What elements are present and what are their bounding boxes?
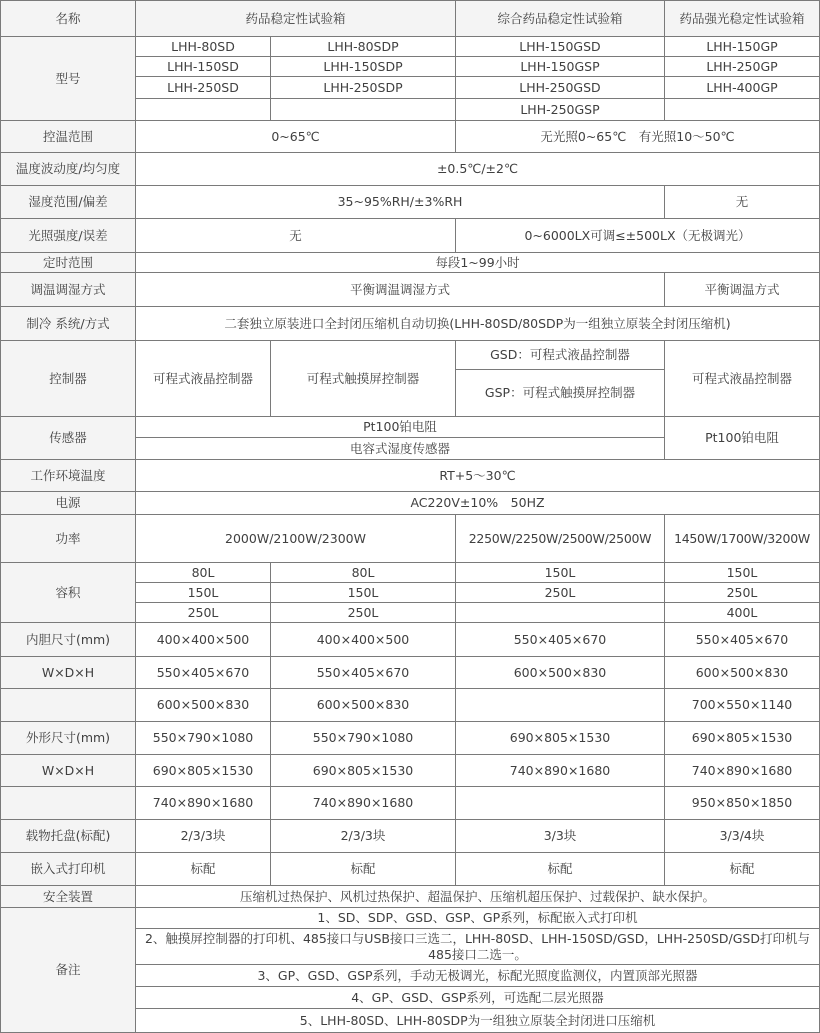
light-label: 光照强度/误差 (0, 218, 136, 253)
power-supply-label: 电源 (0, 491, 136, 515)
tray-value: 3/3/4块 (664, 819, 820, 853)
volume-cell: 250L (270, 602, 456, 623)
note-item: 3、GP、GSD、GSP系列，手动无极调光，标配光照度监测仪，内置顶部光照器 (135, 964, 820, 987)
inner-size-cell: 600×500×830 (664, 656, 820, 689)
header-col2: 综合药品稳定性试验箱 (455, 0, 665, 37)
volume-cell: 150L (664, 562, 820, 583)
printer-label: 嵌入式打印机 (0, 852, 136, 886)
controller-value: 可程式触摸屏控制器 (270, 340, 456, 417)
outer-size-cell: 690×805×1530 (270, 754, 456, 787)
volume-cell: 80L (270, 562, 456, 583)
note-item: 5、LHH-80SD、LHH-80SDP为一组独立原装全封闭进口压缩机 (135, 1008, 820, 1033)
model-cell (135, 98, 271, 121)
note-item: 1、SD、SDP、GSD、GSP、GP系列，标配嵌入式打印机 (135, 907, 820, 929)
controller-value: 可程式液晶控制器 (135, 340, 271, 417)
sensor-value: 电容式湿度传感器 (135, 437, 665, 460)
inner-size-cell: 700×550×1140 (664, 688, 820, 722)
volume-cell: 250L (455, 582, 665, 603)
outer-size-label: 外形尺寸(mm) (0, 721, 136, 755)
outer-size-cell: 690×805×1530 (135, 754, 271, 787)
control-mode-label: 调温调湿方式 (0, 272, 136, 307)
power-value: 1450W/1700W/3200W (664, 514, 820, 563)
controller-value: GSD：可程式液晶控制器 (455, 340, 665, 370)
volume-cell (455, 602, 665, 623)
inner-size-cell: 600×500×830 (270, 688, 456, 722)
humidity-value: 35~95%RH/±3%RH (135, 185, 665, 219)
model-label: 型号 (0, 36, 136, 121)
power-label: 功率 (0, 514, 136, 563)
volume-cell: 400L (664, 602, 820, 623)
inner-size-label: W×D×H (0, 656, 136, 689)
sensor-value: Pt100铂电阻 (664, 416, 820, 460)
cooling-label: 制冷 系统/方式 (0, 306, 136, 341)
header-col3: 药品强光稳定性试验箱 (664, 0, 820, 37)
volume-cell: 150L (270, 582, 456, 603)
outer-size-cell: 950×850×1850 (664, 786, 820, 820)
power-value: 2000W/2100W/2300W (135, 514, 456, 563)
temp-range-label: 控温范围 (0, 120, 136, 153)
model-cell: LHH-250GSD (455, 76, 665, 99)
volume-cell: 250L (664, 582, 820, 603)
outer-size-cell (455, 786, 665, 820)
tray-value: 3/3块 (455, 819, 665, 853)
model-cell: LHH-150SDP (270, 56, 456, 77)
model-cell: LHH-150SD (135, 56, 271, 77)
printer-value: 标配 (135, 852, 271, 886)
safety-value: 压缩机过热保护、风机过热保护、超温保护、压缩机超压保护、过载保护、缺水保护。 (135, 885, 820, 908)
temp-range-value: 0~65℃ (135, 120, 456, 153)
outer-size-cell: 740×890×1680 (664, 754, 820, 787)
tray-value: 2/3/3块 (270, 819, 456, 853)
temp-fluct-value: ±0.5℃/±2℃ (135, 152, 820, 186)
model-cell: LHH-150GSD (455, 36, 665, 57)
header-name: 名称 (0, 0, 136, 37)
cooling-value: 二套独立原装进口全封闭压缩机自动切换(LHH-80SD/80SDP为一组独立原装全封闭压缩机) (135, 306, 820, 341)
outer-size-cell: 740×890×1680 (135, 786, 271, 820)
model-cell (664, 98, 820, 121)
inner-size-cell: 550×405×670 (455, 622, 665, 657)
power-supply-value: AC220V±10% 50HZ (135, 491, 820, 515)
temp-range-value: 无光照0~65℃ 有光照10～50℃ (455, 120, 820, 153)
humidity-label: 湿度范围/偏差 (0, 185, 136, 219)
note-item: 4、GP、GSD、GSP系列，可选配二层光照器 (135, 986, 820, 1009)
control-mode-value: 平衡调温方式 (664, 272, 820, 307)
inner-size-cell: 550×405×670 (135, 656, 271, 689)
volume-label: 容积 (0, 562, 136, 623)
model-cell: LHH-250SD (135, 76, 271, 99)
inner-size-cell: 550×405×670 (664, 622, 820, 657)
notes-label: 备注 (0, 907, 136, 1033)
inner-size-cell: 400×400×500 (135, 622, 271, 657)
printer-value: 标配 (270, 852, 456, 886)
sensor-label: 传感器 (0, 416, 136, 460)
outer-size-label: W×D×H (0, 754, 136, 787)
printer-value: 标配 (455, 852, 665, 886)
controller-value: 可程式液晶控制器 (664, 340, 820, 417)
model-cell: LHH-250GP (664, 56, 820, 77)
printer-value: 标配 (664, 852, 820, 886)
timer-label: 定时范围 (0, 252, 136, 273)
volume-cell: 80L (135, 562, 271, 583)
model-cell: LHH-150GP (664, 36, 820, 57)
env-temp-value: RT+5～30℃ (135, 459, 820, 492)
controller-label: 控制器 (0, 340, 136, 417)
temp-fluct-label: 温度波动度/均匀度 (0, 152, 136, 186)
inner-size-cell: 600×500×830 (455, 656, 665, 689)
volume-cell: 150L (455, 562, 665, 583)
power-value: 2250W/2250W/2500W/2500W (455, 514, 665, 563)
model-cell: LHH-80SDP (270, 36, 456, 57)
tray-label: 载物托盘(标配) (0, 819, 136, 853)
volume-cell: 150L (135, 582, 271, 603)
inner-size-cell: 550×405×670 (270, 656, 456, 689)
note-item: 2、触摸屏控制器的打印机、485接口与USB接口三选二，LHH-80SD、LHH-150SD/GSD，LHH-250SD/GSD打印机与485接口二选一。 (135, 928, 820, 965)
inner-size-label (0, 688, 136, 722)
outer-size-cell: 690×805×1530 (664, 721, 820, 755)
model-cell: LHH-150GSP (455, 56, 665, 77)
tray-value: 2/3/3块 (135, 819, 271, 853)
outer-size-label (0, 786, 136, 820)
sensor-value: Pt100铂电阻 (135, 416, 665, 438)
model-cell: LHH-250GSP (455, 98, 665, 121)
inner-size-cell: 600×500×830 (135, 688, 271, 722)
inner-size-label: 内胆尺寸(mm) (0, 622, 136, 657)
outer-size-cell: 740×890×1680 (455, 754, 665, 787)
timer-value: 每段1~99小时 (135, 252, 820, 273)
control-mode-value: 平衡调温调湿方式 (135, 272, 665, 307)
outer-size-cell: 550×790×1080 (135, 721, 271, 755)
inner-size-cell (455, 688, 665, 722)
model-cell: LHH-250SDP (270, 76, 456, 99)
controller-value: GSP：可程式触摸屏控制器 (455, 369, 665, 417)
outer-size-cell: 550×790×1080 (270, 721, 456, 755)
header-col1: 药品稳定性试验箱 (135, 0, 456, 37)
light-value: 0~6000LX可调≤±500LX（无极调光） (455, 218, 820, 253)
env-temp-label: 工作环境温度 (0, 459, 136, 492)
model-cell: LHH-400GP (664, 76, 820, 99)
humidity-value: 无 (664, 185, 820, 219)
model-cell: LHH-80SD (135, 36, 271, 57)
light-value: 无 (135, 218, 456, 253)
volume-cell: 250L (135, 602, 271, 623)
outer-size-cell: 690×805×1530 (455, 721, 665, 755)
inner-size-cell: 400×400×500 (270, 622, 456, 657)
outer-size-cell: 740×890×1680 (270, 786, 456, 820)
model-cell (270, 98, 456, 121)
safety-label: 安全装置 (0, 885, 136, 908)
